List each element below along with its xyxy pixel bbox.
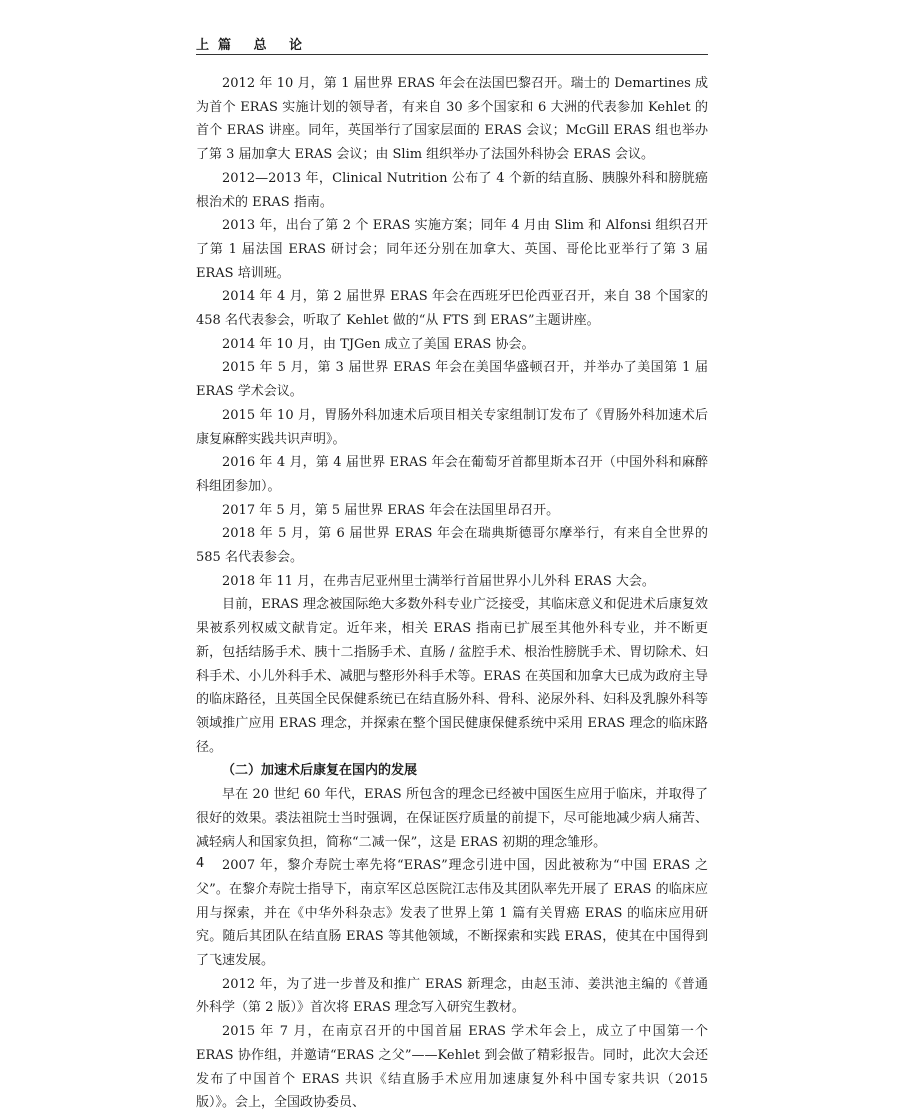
paragraph: 2016 年 4 月，第 4 届世界 ERAS 年会在葡萄牙首都里斯本召开（中国外科和麻醉科组团参加）。: [196, 455, 708, 494]
paragraph: 2015 年 5 月，第 3 届世界 ERAS 年会在美国华盛顿召开，并举办了美国第 1 届 ERAS 学术会议。: [196, 360, 708, 400]
page-number: 4: [196, 856, 205, 871]
paragraph: 2014 年 10 月，由 TJGen 成立了美国 ERAS 协会。: [222, 336, 535, 352]
running-header: [196, 32, 708, 55]
paragraph: 2015 年 10 月，胃肠外科加速术后项目相关专家组制订发布了《胃肠外科加速术后康复麻醉实践共识声明》。: [196, 407, 708, 447]
paragraph: 2012—2013 年，Clinical Nutrition 公布了 4 个新的结直肠、胰腺外科和膀胱癌根治术的 ERAS 指南。: [196, 170, 708, 210]
paragraph: 2015 年 7 月，在南京召开的中国首届 ERAS 学术年会上，成立了中国第一个 ERAS 协作组，并邀请“ERAS 之父”——Kehlet 到会做了精彩报告。同时，此次大会还发布了中国首个 ERAS 共识《结直肠手术应用加速康复外科中国专家共识（2015 版）》。会上，全国政协委员、: [196, 1024, 708, 1111]
paragraph: 目前，ERAS 理念被国际绝大多数外科专业广泛接受，其临床意义和促进术后康复效果被系列权威文献肯定。近年来，相关 ERAS 指南已扩展至其他外科专业，并不断更新，包括结肠手术、胰十二指肠手术、直肠 / 盆腔手术、根治性膀胱手术、胃切除术、妇科手术、小儿外科手术、减肥与整形外科手术等。ERAS 在英国和加拿大已成为政府主导的临床路径，且英国全民保健系统已在结直肠外科、骨科、泌尿外科、妇科及乳腺外科等领域推广应用 ERAS 理念，并探索在整个国民健康保健系统中采用 ERAS 理念的临床路径。: [196, 597, 708, 755]
header-title: 上篇 总 论: [196, 38, 312, 53]
paragraph: 2013 年，出台了第 2 个 ERAS 实施方案；同年 4 月由 Slim 和 Alfonsi 组织召开了第 1 届法国 ERAS 研讨会；同年还分别在加拿大、英国、哥伦比亚举行了第 3 届 ERAS 培训班。: [196, 218, 708, 281]
paragraph: 2014 年 4 月，第 2 届世界 ERAS 年会在西班牙巴伦西亚召开，来自 38 个国家的 458 名代表参会，听取了 Kehlet 做的“从 FTS 到 ERAS”主题讲座。: [196, 289, 708, 329]
section-heading: （二）加速术后康复在国内的发展: [222, 763, 418, 779]
paragraph: 2018 年 11 月，在弗吉尼亚州里士满举行首届世界小儿外科 ERAS 大会。: [222, 573, 655, 589]
paragraph: 2017 年 5 月，第 5 届世界 ERAS 年会在法国里昂召开。: [222, 502, 560, 518]
body-text: [196, 72, 708, 1115]
paragraph: 2012 年，为了进一步普及和推广 ERAS 新理念，由赵玉沛、姜洪池主编的《普通外科学（第 2 版）》首次将 ERAS 理念写入研究生教材。: [196, 976, 708, 1016]
paragraph: 2012 年 10 月，第 1 届世界 ERAS 年会在法国巴黎召开。瑞士的 Demartines 成为首个 ERAS 实施计划的领导者，有来自 30 多个国家和 6 大洲的代表参加 Kehlet 的首个 ERAS 讲座。同年，英国举行了国家层面的 ERAS 会议；McGill ERAS 组也举办了第 3 届加拿大 ERAS 会议；由 Slim 组织举办了法国外科协会 ERAS 会议。: [196, 76, 708, 163]
paragraph: 2007 年，黎介寿院士率先将“ERAS”理念引进中国，因此被称为“中国 ERAS 之父”。在黎介寿院士指导下，南京军区总医院江志伟及其团队率先开展了 ERAS 的临床应用与探索，并在《中华外科杂志》发表了世界上第 1 篇有关胃癌 ERAS 的临床应用研究。随后其团队在结直肠 ERAS 等其他领域，不断探索和实践 ERAS，使其在中国得到了飞速发展。: [196, 858, 708, 969]
paragraph: 早在 20 世纪 60 年代，ERAS 所包含的理念已经被中国医生应用于临床，并取得了很好的效果。裘法祖院士当时强调，在保证医疗质量的前提下，尽可能地减少病人痛苦、减轻病人和国家负担，简称“二减一保”，这是 ERAS 初期的理念雏形。: [196, 787, 708, 850]
paragraph: 2018 年 5 月，第 6 届世界 ERAS 年会在瑞典斯德哥尔摩举行，有来自全世界的 585 名代表参会。: [196, 526, 708, 566]
